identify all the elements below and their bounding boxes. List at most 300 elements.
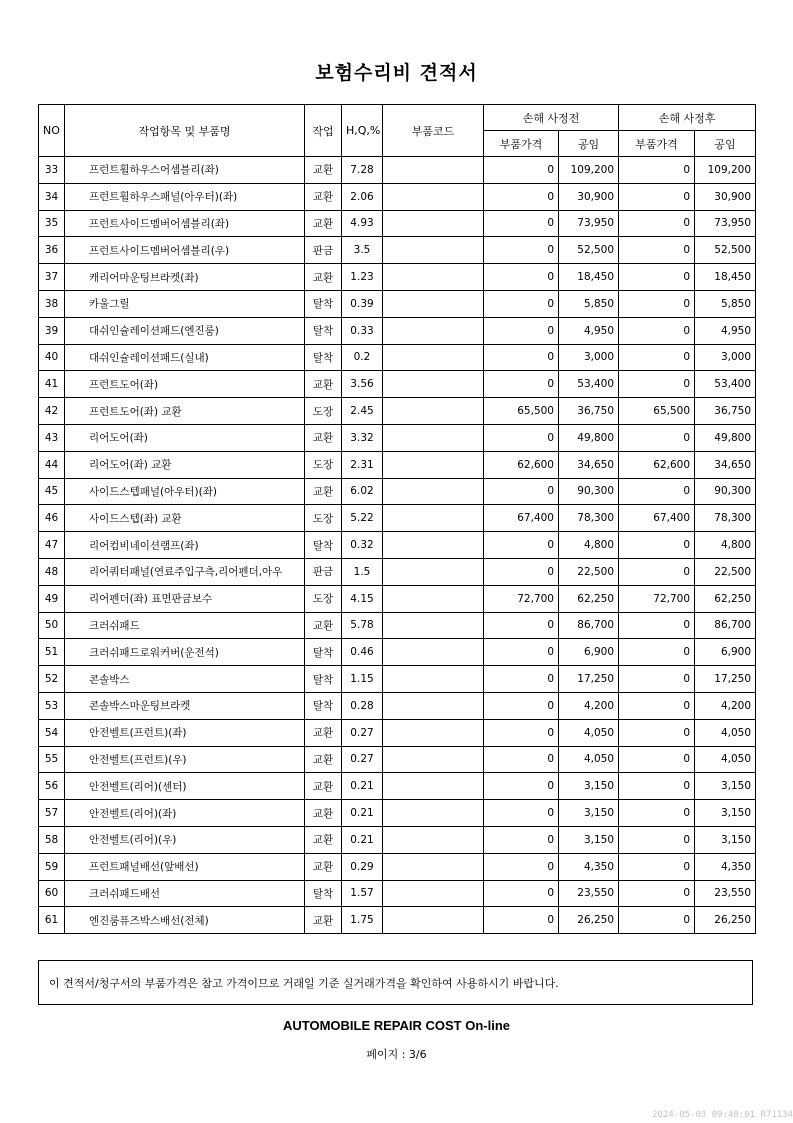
- row-labor-after: 52,500: [695, 237, 756, 264]
- row-part-code: [383, 317, 484, 344]
- table-row: [39, 773, 756, 800]
- table-row: [39, 612, 756, 639]
- row-labor-before: 26,250: [559, 907, 619, 934]
- row-item-name: 리어도어(좌): [65, 424, 305, 451]
- row-part-price-after: 0: [619, 532, 695, 559]
- row-part-price-after: 72,700: [619, 585, 695, 612]
- row-part-code: [383, 558, 484, 585]
- table-row: [39, 692, 756, 719]
- row-work-type: 교환: [305, 157, 342, 184]
- row-no: 54: [39, 719, 65, 746]
- row-hq: 4.15: [342, 585, 383, 612]
- row-work-type: 탈착: [305, 692, 342, 719]
- row-work-type: 교환: [305, 478, 342, 505]
- row-labor-after: 4,350: [695, 853, 756, 880]
- row-part-code: [383, 264, 484, 291]
- row-part-price-before: 0: [484, 773, 559, 800]
- table-row: [39, 826, 756, 853]
- row-hq: 0.46: [342, 639, 383, 666]
- row-hq: 3.32: [342, 424, 383, 451]
- row-item-name: 카울그릴: [65, 290, 305, 317]
- row-no: 35: [39, 210, 65, 237]
- row-part-price-after: 0: [619, 826, 695, 853]
- row-no: 38: [39, 290, 65, 317]
- row-part-code: [383, 290, 484, 317]
- row-item-name: 캐리어마운팅브라켓(좌): [65, 264, 305, 291]
- header-part-code: 부품코드: [383, 105, 484, 157]
- header-after-assessment: 손해 사정후: [619, 105, 756, 131]
- row-no: 48: [39, 558, 65, 585]
- row-part-price-before: 62,600: [484, 451, 559, 478]
- row-labor-before: 78,300: [559, 505, 619, 532]
- row-labor-after: 30,900: [695, 183, 756, 210]
- row-no: 39: [39, 317, 65, 344]
- row-part-code: [383, 746, 484, 773]
- row-part-price-before: 0: [484, 907, 559, 934]
- row-part-code: [383, 826, 484, 853]
- row-hq: 0.27: [342, 746, 383, 773]
- row-no: 44: [39, 451, 65, 478]
- table-row: [39, 183, 756, 210]
- row-part-price-before: 0: [484, 880, 559, 907]
- row-item-name: 크러쉬패드로워커버(운전석): [65, 639, 305, 666]
- row-hq: 1.23: [342, 264, 383, 291]
- row-no: 49: [39, 585, 65, 612]
- row-part-price-before: 0: [484, 424, 559, 451]
- table-row: [39, 666, 756, 693]
- row-labor-after: 3,150: [695, 826, 756, 853]
- header-labor-before: 공임: [559, 131, 619, 157]
- row-part-code: [383, 237, 484, 264]
- row-hq: 0.32: [342, 532, 383, 559]
- row-part-price-before: 0: [484, 317, 559, 344]
- row-work-type: 교환: [305, 264, 342, 291]
- row-work-type: 도장: [305, 398, 342, 425]
- row-no: 40: [39, 344, 65, 371]
- row-item-name: 안전벨트(프런트)(우): [65, 746, 305, 773]
- document-title: 보험수리비 견적서: [315, 62, 478, 84]
- row-part-code: [383, 478, 484, 505]
- table-row: [39, 264, 756, 291]
- price-notice: 이 견적서/청구서의 부품가격은 참고 가격이므로 거래일 기준 실거래가격을 확인하여 사용하시기 바랍니다.: [38, 960, 753, 1005]
- row-item-name: 리어펜더(좌) 표면판금보수: [65, 585, 305, 612]
- table-body: [39, 157, 756, 934]
- row-labor-after: 18,450: [695, 264, 756, 291]
- row-labor-before: 52,500: [559, 237, 619, 264]
- table-row: [39, 585, 756, 612]
- table-row: [39, 157, 756, 184]
- row-work-type: 교환: [305, 371, 342, 398]
- row-labor-before: 6,900: [559, 639, 619, 666]
- row-hq: 5.78: [342, 612, 383, 639]
- row-labor-after: 4,800: [695, 532, 756, 559]
- row-part-code: [383, 692, 484, 719]
- row-labor-after: 4,050: [695, 719, 756, 746]
- page-number: 페이지 : 3/6: [366, 1048, 427, 1061]
- row-part-price-after: 0: [619, 853, 695, 880]
- row-work-type: 교환: [305, 773, 342, 800]
- table-row: [39, 478, 756, 505]
- row-no: 52: [39, 666, 65, 693]
- row-item-name: 대쉬인슐레이션패드(엔진룸): [65, 317, 305, 344]
- row-labor-before: 4,800: [559, 532, 619, 559]
- row-no: 37: [39, 264, 65, 291]
- row-labor-after: 109,200: [695, 157, 756, 184]
- row-part-price-after: 0: [619, 478, 695, 505]
- row-labor-after: 3,000: [695, 344, 756, 371]
- header-work: 작업: [305, 105, 342, 157]
- row-labor-after: 3,150: [695, 800, 756, 827]
- row-no: 41: [39, 371, 65, 398]
- row-labor-after: 34,650: [695, 451, 756, 478]
- row-work-type: 교환: [305, 424, 342, 451]
- header-before-assessment: 손해 사정전: [484, 105, 619, 131]
- row-labor-before: 4,200: [559, 692, 619, 719]
- row-part-price-before: 0: [484, 692, 559, 719]
- row-work-type: 탈착: [305, 880, 342, 907]
- row-item-name: 안전벨트(리어)(우): [65, 826, 305, 853]
- row-part-price-after: 67,400: [619, 505, 695, 532]
- row-no: 61: [39, 907, 65, 934]
- row-work-type: 교환: [305, 853, 342, 880]
- row-no: 45: [39, 478, 65, 505]
- row-part-price-after: 0: [619, 612, 695, 639]
- row-part-price-before: 67,400: [484, 505, 559, 532]
- row-labor-before: 109,200: [559, 157, 619, 184]
- row-work-type: 교환: [305, 907, 342, 934]
- row-part-code: [383, 398, 484, 425]
- row-hq: 1.5: [342, 558, 383, 585]
- table-row: [39, 853, 756, 880]
- row-labor-before: 3,150: [559, 826, 619, 853]
- row-labor-before: 86,700: [559, 612, 619, 639]
- row-hq: 4.93: [342, 210, 383, 237]
- row-part-code: [383, 719, 484, 746]
- row-labor-after: 73,950: [695, 210, 756, 237]
- header-part-price-before: 부품가격: [484, 131, 559, 157]
- row-work-type: 판금: [305, 558, 342, 585]
- row-part-code: [383, 424, 484, 451]
- row-item-name: 프런트사이드멤버어셈블리(우): [65, 237, 305, 264]
- print-timestamp: 2024-05-03 09:40:01 R71134: [652, 1110, 793, 1120]
- table-row: [39, 398, 756, 425]
- table-row: [39, 424, 756, 451]
- row-item-name: 프런트도어(좌): [65, 371, 305, 398]
- row-labor-after: 4,200: [695, 692, 756, 719]
- row-work-type: 교환: [305, 612, 342, 639]
- row-part-price-before: 0: [484, 826, 559, 853]
- row-part-price-after: 0: [619, 666, 695, 693]
- table-row: [39, 344, 756, 371]
- row-part-price-before: 0: [484, 746, 559, 773]
- row-part-code: [383, 157, 484, 184]
- row-work-type: 탈착: [305, 290, 342, 317]
- row-labor-before: 3,000: [559, 344, 619, 371]
- row-no: 47: [39, 532, 65, 559]
- row-item-name: 사이드스텝패널(아우터)(좌): [65, 478, 305, 505]
- row-labor-after: 26,250: [695, 907, 756, 934]
- row-item-name: 리어도어(좌) 교환: [65, 451, 305, 478]
- row-hq: 3.5: [342, 237, 383, 264]
- row-part-code: [383, 532, 484, 559]
- row-part-price-after: 0: [619, 264, 695, 291]
- row-hq: 2.06: [342, 183, 383, 210]
- row-part-price-before: 0: [484, 344, 559, 371]
- row-part-price-after: 0: [619, 210, 695, 237]
- row-work-type: 탈착: [305, 666, 342, 693]
- row-labor-before: 34,650: [559, 451, 619, 478]
- row-item-name: 리어쿼터패널(연료주입구측,리어펜더,아우: [65, 558, 305, 585]
- row-hq: 2.31: [342, 451, 383, 478]
- row-item-name: 크러쉬패드: [65, 612, 305, 639]
- row-work-type: 탈착: [305, 317, 342, 344]
- row-no: 36: [39, 237, 65, 264]
- row-work-type: 탈착: [305, 344, 342, 371]
- row-no: 58: [39, 826, 65, 853]
- row-labor-before: 53,400: [559, 371, 619, 398]
- row-part-price-before: 0: [484, 183, 559, 210]
- row-part-price-before: 0: [484, 264, 559, 291]
- row-part-code: [383, 210, 484, 237]
- header-no: NO: [39, 105, 65, 157]
- row-hq: 0.21: [342, 800, 383, 827]
- row-part-price-before: 0: [484, 666, 559, 693]
- row-hq: 6.02: [342, 478, 383, 505]
- row-labor-after: 23,550: [695, 880, 756, 907]
- row-part-price-before: 72,700: [484, 585, 559, 612]
- row-part-price-after: 0: [619, 907, 695, 934]
- table-row: [39, 210, 756, 237]
- row-no: 60: [39, 880, 65, 907]
- row-no: 34: [39, 183, 65, 210]
- row-labor-after: 53,400: [695, 371, 756, 398]
- row-hq: 7.28: [342, 157, 383, 184]
- row-part-price-after: 0: [619, 290, 695, 317]
- row-part-price-before: 0: [484, 719, 559, 746]
- table-row: [39, 639, 756, 666]
- row-part-code: [383, 505, 484, 532]
- row-hq: 0.2: [342, 344, 383, 371]
- row-item-name: 엔진룸퓨즈박스배선(전체): [65, 907, 305, 934]
- row-part-price-before: 0: [484, 371, 559, 398]
- row-labor-after: 22,500: [695, 558, 756, 585]
- row-part-price-after: 0: [619, 719, 695, 746]
- header-item: 작업항목 및 부품명: [65, 105, 305, 157]
- row-labor-after: 36,750: [695, 398, 756, 425]
- row-labor-before: 3,150: [559, 800, 619, 827]
- row-labor-before: 62,250: [559, 585, 619, 612]
- row-part-price-before: 0: [484, 853, 559, 880]
- row-hq: 5.22: [342, 505, 383, 532]
- row-no: 51: [39, 639, 65, 666]
- row-part-price-after: 0: [619, 424, 695, 451]
- row-item-name: 프런트휠하우스어셈블리(좌): [65, 157, 305, 184]
- footer-brand: AUTOMOBILE REPAIR COST On-line: [282, 1018, 511, 1033]
- row-labor-after: 5,850: [695, 290, 756, 317]
- row-part-price-after: 0: [619, 639, 695, 666]
- table-row: [39, 719, 756, 746]
- row-labor-before: 17,250: [559, 666, 619, 693]
- header-labor-after: 공임: [695, 131, 756, 157]
- row-labor-before: 4,050: [559, 746, 619, 773]
- row-part-price-after: 0: [619, 183, 695, 210]
- row-part-price-before: 0: [484, 157, 559, 184]
- row-part-price-after: 0: [619, 558, 695, 585]
- header-part-price-after: 부품가격: [619, 131, 695, 157]
- row-hq: 1.75: [342, 907, 383, 934]
- row-labor-after: 78,300: [695, 505, 756, 532]
- table-row: [39, 880, 756, 907]
- row-labor-before: 18,450: [559, 264, 619, 291]
- row-no: 53: [39, 692, 65, 719]
- row-labor-after: 62,250: [695, 585, 756, 612]
- row-hq: 2.45: [342, 398, 383, 425]
- table-row: [39, 371, 756, 398]
- row-labor-before: 49,800: [559, 424, 619, 451]
- row-labor-before: 22,500: [559, 558, 619, 585]
- row-hq: 0.21: [342, 826, 383, 853]
- row-item-name: 대쉬인슐레이션패드(실내): [65, 344, 305, 371]
- table-row: [39, 237, 756, 264]
- row-work-type: 교환: [305, 183, 342, 210]
- table-row: [39, 317, 756, 344]
- row-part-price-before: 0: [484, 558, 559, 585]
- row-no: 46: [39, 505, 65, 532]
- row-part-price-after: 0: [619, 317, 695, 344]
- row-labor-before: 36,750: [559, 398, 619, 425]
- row-no: 42: [39, 398, 65, 425]
- row-labor-before: 23,550: [559, 880, 619, 907]
- table-row: [39, 800, 756, 827]
- row-hq: 0.39: [342, 290, 383, 317]
- row-labor-after: 49,800: [695, 424, 756, 451]
- row-labor-after: 6,900: [695, 639, 756, 666]
- header-hq: H,Q,%: [342, 105, 383, 157]
- row-work-type: 교환: [305, 826, 342, 853]
- row-item-name: 안전벨트(리어)(좌): [65, 800, 305, 827]
- row-part-price-before: 65,500: [484, 398, 559, 425]
- row-item-name: 사이드스텝(좌) 교환: [65, 505, 305, 532]
- row-labor-before: 30,900: [559, 183, 619, 210]
- row-work-type: 도장: [305, 505, 342, 532]
- row-hq: 0.27: [342, 719, 383, 746]
- row-part-price-before: 0: [484, 478, 559, 505]
- row-part-price-after: 0: [619, 746, 695, 773]
- row-item-name: 콘솔박스마운팅브라켓: [65, 692, 305, 719]
- table-row: [39, 505, 756, 532]
- row-part-price-after: 0: [619, 800, 695, 827]
- row-no: 56: [39, 773, 65, 800]
- row-part-price-before: 0: [484, 639, 559, 666]
- row-labor-after: 17,250: [695, 666, 756, 693]
- row-hq: 0.21: [342, 773, 383, 800]
- row-part-code: [383, 907, 484, 934]
- row-part-code: [383, 639, 484, 666]
- row-part-code: [383, 666, 484, 693]
- row-no: 59: [39, 853, 65, 880]
- row-item-name: 콘솔박스: [65, 666, 305, 693]
- table-row: [39, 746, 756, 773]
- row-part-code: [383, 585, 484, 612]
- row-item-name: 안전벨트(리어)(센터): [65, 773, 305, 800]
- table-row: [39, 907, 756, 934]
- row-part-code: [383, 880, 484, 907]
- row-labor-after: 4,050: [695, 746, 756, 773]
- row-item-name: 리어컴비네이션램프(좌): [65, 532, 305, 559]
- row-part-price-before: 0: [484, 237, 559, 264]
- row-part-code: [383, 451, 484, 478]
- row-part-price-before: 0: [484, 210, 559, 237]
- row-work-type: 교환: [305, 800, 342, 827]
- row-part-code: [383, 344, 484, 371]
- row-part-price-after: 0: [619, 880, 695, 907]
- row-labor-after: 3,150: [695, 773, 756, 800]
- row-work-type: 교환: [305, 210, 342, 237]
- row-no: 50: [39, 612, 65, 639]
- row-part-price-after: 0: [619, 371, 695, 398]
- row-part-code: [383, 773, 484, 800]
- row-part-code: [383, 183, 484, 210]
- row-work-type: 판금: [305, 237, 342, 264]
- row-part-price-after: 0: [619, 344, 695, 371]
- row-item-name: 크러쉬패드배선: [65, 880, 305, 907]
- row-item-name: 프런트휠하우스패널(아우터)(좌): [65, 183, 305, 210]
- row-item-name: 프런트사이드멤버어셈블리(좌): [65, 210, 305, 237]
- row-labor-before: 4,050: [559, 719, 619, 746]
- row-no: 43: [39, 424, 65, 451]
- row-part-price-before: 0: [484, 532, 559, 559]
- row-hq: 3.56: [342, 371, 383, 398]
- row-part-price-after: 0: [619, 773, 695, 800]
- row-labor-after: 4,950: [695, 317, 756, 344]
- row-part-price-after: 65,500: [619, 398, 695, 425]
- row-part-code: [383, 853, 484, 880]
- row-part-code: [383, 612, 484, 639]
- row-hq: 1.57: [342, 880, 383, 907]
- row-labor-before: 90,300: [559, 478, 619, 505]
- row-labor-before: 73,950: [559, 210, 619, 237]
- row-work-type: 탈착: [305, 639, 342, 666]
- table-row: [39, 290, 756, 317]
- row-hq: 0.28: [342, 692, 383, 719]
- row-labor-before: 5,850: [559, 290, 619, 317]
- row-work-type: 도장: [305, 451, 342, 478]
- table-row: [39, 451, 756, 478]
- row-hq: 0.33: [342, 317, 383, 344]
- row-labor-before: 4,350: [559, 853, 619, 880]
- row-no: 33: [39, 157, 65, 184]
- row-work-type: 교환: [305, 719, 342, 746]
- table-row: [39, 558, 756, 585]
- row-part-price-before: 0: [484, 612, 559, 639]
- estimate-table: [38, 104, 756, 934]
- table-row: [39, 532, 756, 559]
- row-hq: 0.29: [342, 853, 383, 880]
- row-no: 55: [39, 746, 65, 773]
- row-part-code: [383, 371, 484, 398]
- row-part-price-after: 0: [619, 237, 695, 264]
- row-labor-before: 3,150: [559, 773, 619, 800]
- row-work-type: 도장: [305, 585, 342, 612]
- row-work-type: 탈착: [305, 532, 342, 559]
- row-labor-after: 90,300: [695, 478, 756, 505]
- row-labor-before: 4,950: [559, 317, 619, 344]
- row-no: 57: [39, 800, 65, 827]
- row-item-name: 프런트패널배선(앞배선): [65, 853, 305, 880]
- table-header: [39, 105, 756, 157]
- row-item-name: 안전벨트(프런트)(좌): [65, 719, 305, 746]
- row-labor-after: 86,700: [695, 612, 756, 639]
